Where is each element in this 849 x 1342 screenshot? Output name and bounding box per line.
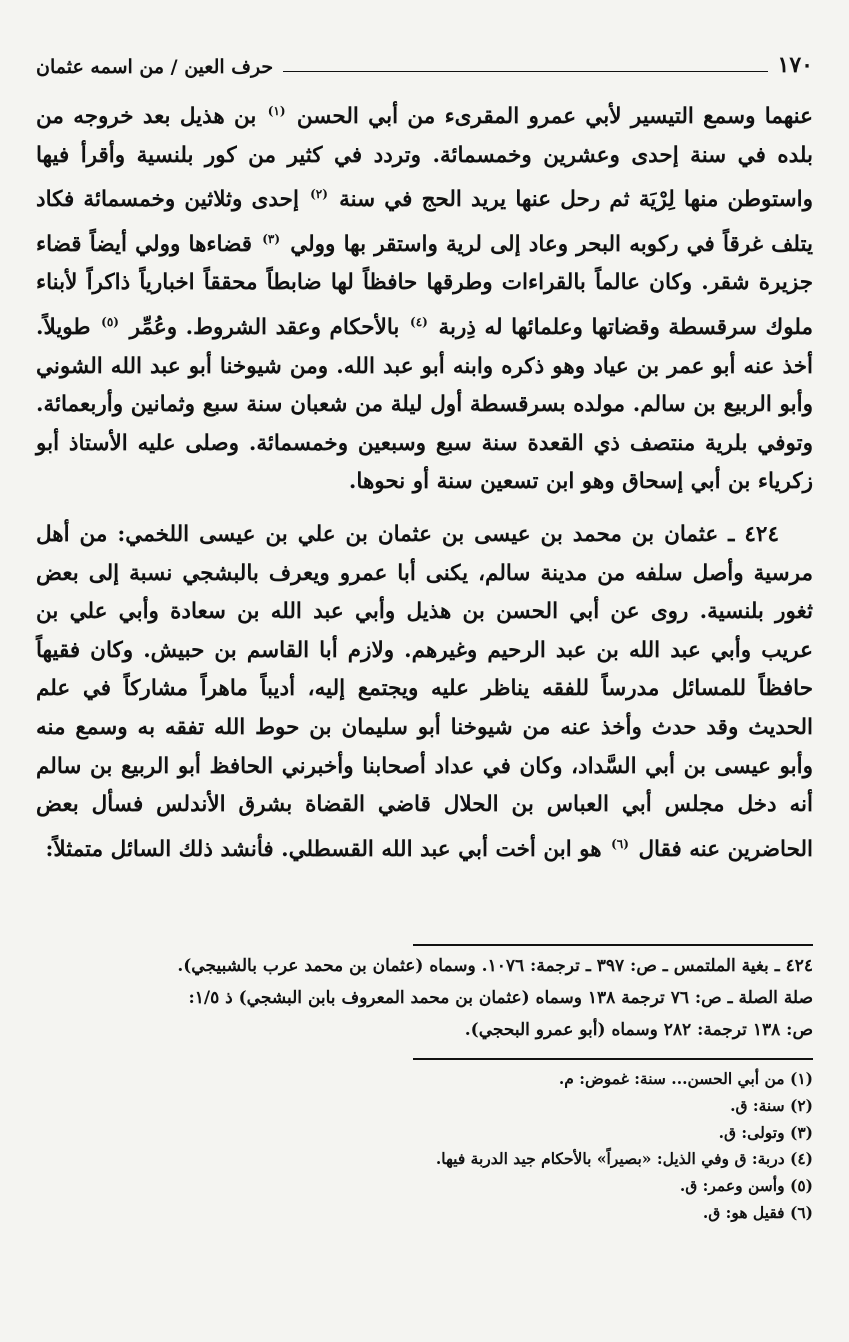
text-segment: عنهما وسمع التيسير لأبي عمرو المقرىء من أبي الحسن [296, 104, 813, 129]
footnote-item: (٢) سنة: ق. [730, 1095, 813, 1115]
main-text [36, 92, 813, 869]
text-segment: إحدى وثلاثين وخمسمائة فكاد يتلف غرقاً في ركوبه البحر وعاد إلى لرية واستقر بها وولي [36, 187, 813, 257]
sources-rule [413, 944, 813, 946]
book-page [36, 0, 813, 1342]
footnote-item: (٦) فقيل هو: ق. [702, 1202, 813, 1222]
sources-section [36, 944, 813, 1046]
paragraph-continuation [36, 92, 813, 502]
footnote-mark-2: (٢) [310, 187, 328, 202]
footnote-list [36, 1066, 813, 1227]
text-segment: قضاءها وولي أيضاً قضاء جزيرة شقر. وكان عالماً بالقراءات وطرقها حافظاً لها ضابطاً محققاً اخبارياً ذاكراً لأبناء ملوك سرقسطة وقضاتها وعلمائها له ذِربة [36, 231, 813, 340]
source-line: صلة الصلة ـ ص: ٧٦ ترجمة ١٣٨ وسماه (عثمان بن محمد المعروف بابن البشجي) ذ ١/٥: [188, 988, 813, 1008]
section-title: حرف العين / من اسمه عثمان [36, 56, 274, 78]
footnote-item: (١) من أبي الحسن... سنة: غموض: م. [558, 1069, 813, 1088]
footnote-item: (٤) دربة: ق وفي الذيل: «بصيراً» بالأحكام جيد الدربة فيها. [435, 1149, 813, 1169]
text-segment: ٤٢٤ ـ عثمان بن محمد بن عيسى بن عثمان بن علي بن عيسى اللخمي: من أهل مرسية وأصل سلفه من مدينة سالم، يكنى أبا عمرو ويعرف بالبشجي نسبة إلى بعض ثغور بلنسية. روى عن أبي الحسن بن هذيل وأبي عبد الله بن سعادة وأبي علي بن عريب وأبي عبد الله بن عبد الرحيم وغيرهم. ولازم أبا القاسم بن حبيش. وكان فقيهاً حافظاً للمسائل مدرساً للفقه يناظر عليه ويجتمع إليه، أديباً ماهراً مشاركاً في علم الحديث وقد حدث وأخذ عنه من شيوخنا أبو سليمان بن حوط الله تفقه به وسمع منه وأبو عيسى بن أبي السَّداد، وكان في عداد أصحابنا وأخبرني الحافظ أبو الربيع بن سالم أنه دخل مجلس أبي العباس بن الحلال قاضي القضاة بشرق الأندلس فسأل بعض الحاضرين عنه فقال [36, 521, 813, 862]
source-line: ص: ١٣٨ ترجمة: ٢٨٢ وسماه (أبو عمرو البحجي). [464, 1020, 813, 1040]
source-line: ٤٢٤ ـ بغية الملتمس ـ ص: ٣٩٧ ـ ترجمة: ١٠٧٦. وسماه (عثمان بن محمد عرب بالشبيجي). [177, 956, 813, 976]
footnotes-rule [413, 1058, 813, 1060]
footnotes-section [36, 1058, 813, 1227]
footnote-mark-3: (٣) [262, 231, 281, 246]
text-segment: بن هذيل بعد خروجه من بلده في سنة إحدى وعشرين وخمسمائة. وتردد في كثير من كور بلنسية وأقرأ فيها واستوطن منها لِرْيَة ثم رحل عنها يريد الحج في سنة [36, 104, 813, 213]
text-segment: بالأحكام وعقد الشروط. وعُمِّر [129, 314, 400, 340]
header-rule [283, 71, 767, 72]
footnote-mark-1: (١) [267, 104, 286, 118]
biography-entry-424 [36, 516, 813, 869]
footnote-item: (٥) وأسن وعمر: ق. [679, 1176, 813, 1196]
footnote-mark-5: (٥) [101, 314, 119, 329]
text-segment: هو ابن أخت أبي عبد الله القسطلي. فأنشد ذلك السائل متمثلاً: [45, 836, 602, 862]
footnote-item: (٣) وتولى: ق. [718, 1122, 813, 1142]
text-segment: طويلاً. أخذ عنه أبو عمر بن عياد وهو ذكره وابنه أبو عبد الله. ومن شيوخنا أبو عبد الله الشوني وأبو الربيع بن سالم. مولده بسرقسطة أول ليلة من شعبان سنة سبع وثمانين وأربعمائة. وتوفي بلرية منتصف ذي القعدة سنة سبع وسبعين وخمسمائة. وصلى عليه الأستاذ أبو زكرياء بن أبي إسحاق وهو ابن تسعين سنة أو نحوها. [36, 314, 813, 495]
page-number: ١٧٠ [777, 52, 813, 78]
footnote-mark-6: (٦) [611, 836, 629, 851]
running-header [36, 46, 813, 78]
footnote-mark-4: (٤) [410, 314, 428, 329]
